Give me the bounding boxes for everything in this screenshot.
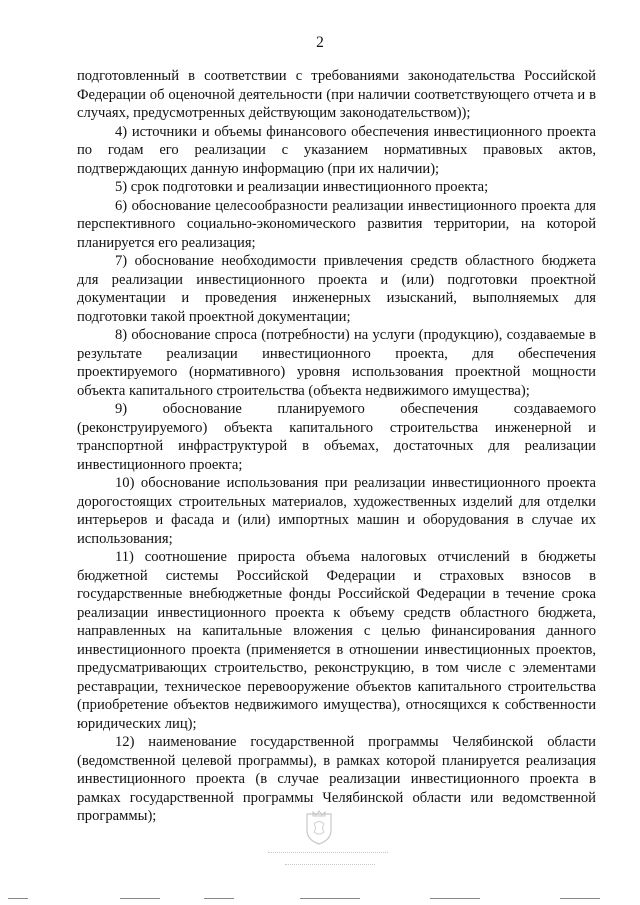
paragraph-item-12: 12) наименование государственной программы Челябинской области (ведомственной целевой программы), в рамках которой планируется реализация инвестиционного проекта (в случае реализации инвестиционного проекта в рамках государственной программы Челябинской области или ведомственной программы); — [77, 734, 596, 824]
scan-mark — [560, 898, 600, 899]
scan-mark — [120, 898, 160, 899]
paragraph-item-9: 9) обоснование планируемого обеспечения создаваемого (реконструируемого) объекта капитального строительства инженерной и транспортной инфраструктурой в объемах, достаточных для реализации инвестиционного проекта; — [77, 401, 596, 473]
document-body — [77, 67, 596, 826]
paragraph-continuation: подготовленный в соответствии с требованиями законодательства Российской Федерации об оценочной деятельности (при наличии соответствующего отчета и в случаях, предусмотренных действующим законодательством)); — [77, 68, 596, 121]
paragraph-item-4: 4) источники и объемы финансового обеспечения инвестиционного проекта по годам его реализации с указанием нормативных правовых актов, подтверждающих данную информацию (при их наличии); — [77, 123, 596, 177]
scan-mark — [204, 898, 234, 899]
paragraph-item-7: 7) обоснование необходимости привлечения средств областного бюджета для реализации инвестиционного проекта и (или) подготовки проектной документации и проведения инженерных изысканий, выполняемых для подготовки такой проектной документации; — [77, 253, 596, 325]
paragraph-item-5: 5) срок подготовки и реализации инвестиционного проекта; — [115, 179, 489, 195]
scan-mark — [300, 898, 360, 899]
faint-scan-mark — [285, 864, 375, 866]
page-number: 2 — [316, 34, 324, 51]
scan-mark — [430, 898, 480, 899]
scan-mark — [8, 898, 28, 899]
paragraph-item-8: 8) обоснование спроса (потребности) на услуги (продукцию), создаваемые в результате реализации инвестиционного проекта, для обеспечения проектируемого (нормативного) уровня использования проектной мощности объекта капитального строительства (объекта недвижимого имущества); — [77, 327, 596, 399]
footer-scan-marks — [0, 896, 640, 902]
paragraph-item-10: 10) обоснование использования при реализации инвестиционного проекта дорогостоящих строительных материалов, художественных изделий для отделки интерьеров и фасада и (или) импортных машин и оборудования в случае их использования; — [77, 475, 596, 547]
paragraph-item-6: 6) обоснование целесообразности реализации инвестиционного проекта для перспективного социально-экономического развития территории, на которой планируется его реализация; — [77, 197, 596, 251]
faint-scan-mark — [268, 852, 388, 854]
coat-of-arms-watermark-icon — [304, 810, 334, 846]
paragraph-item-11: 11) соотношение прироста объема налоговых отчислений в бюджеты бюджетной системы Российской Федерации и страховых взносов в государственные внебюджетные фонды Российской Федерации в течение срока реализации инвестиционного проекта к объему средств областного бюджета, направленных на капитальные вложения с целью финансирования данного инвестиционного проекта (применяется в отношении инвестиционных проектов, предусматривающих строительство, реконструкцию, в том числе с элементами реставрации, техническое перевооружение объектов капитального строительства (приобретение объектов недвижимого имущества), относящихся к собственности юридических лиц); — [77, 549, 596, 732]
